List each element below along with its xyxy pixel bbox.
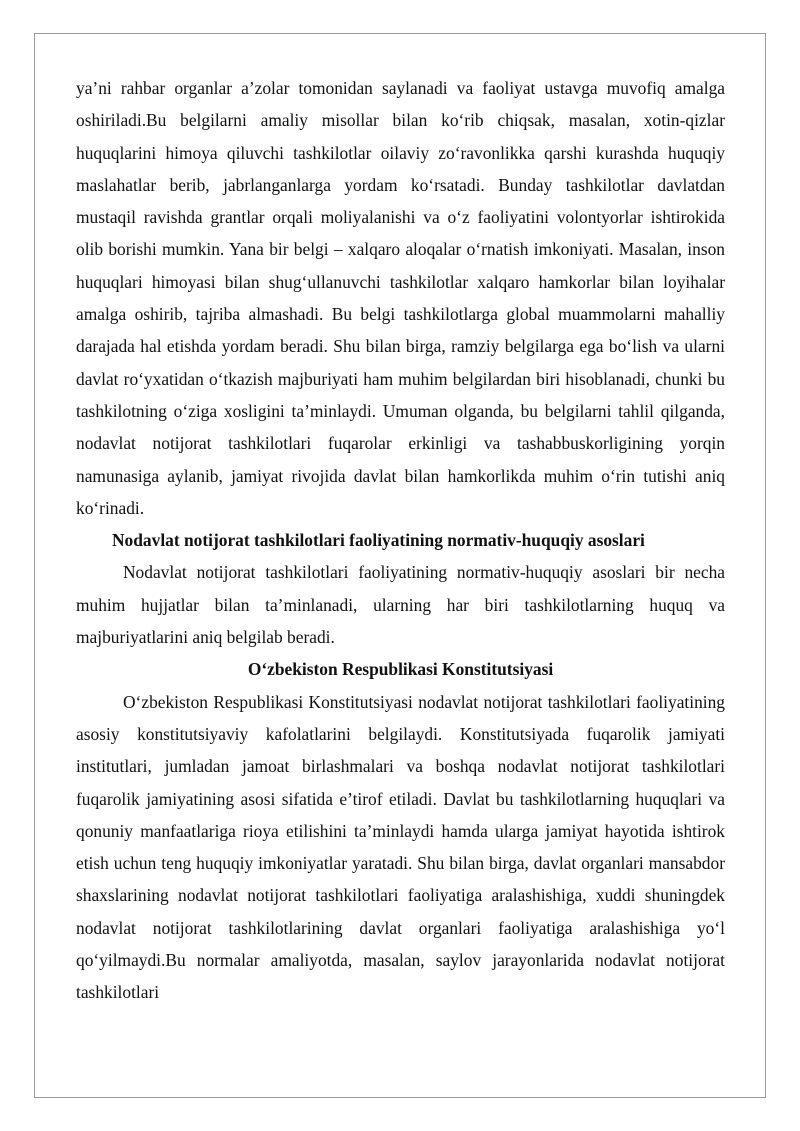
subsection-heading: O‘zbekiston Respublikasi Konstitutsiyasi <box>247 659 554 680</box>
document-body <box>76 72 725 1009</box>
body-paragraph: Nodavlat notijorat tashkilotlari faoliyatining normativ-huquqiy asoslari bir necha muhim hujjatlar bilan ta’minlanadi, ularning har biri tashkilotlarning huquq va majburiyatlarini aniq belgilab beradi. <box>76 562 725 648</box>
body-paragraph: ya’ni rahbar organlar a’zolar tomonidan saylanadi va faoliyat ustavga muvofiq amalga oshiriladi.Bu belgilarni amaliy misollar bilan ko‘rib chiqsak, masalan, xotin-qizlar huquqlarini himoya qiluvchi tashkilotlar oilaviy zo‘ravonlikka qarshi kurashda huquqiy maslahatlar berib, jabrlanganlarga yordam ko‘rsatadi. Bunday tashkilotlar davlatdan mustaqil ravishda grantlar orqali moliyalanishi va o‘z faoliyatini volontyorlar ishtirokida olib borishi mumkin. Yana bir belgi – xalqaro aloqalar o‘rnatish imkoniyati. Masalan, inson huquqlari himoyasi bilan shug‘ullanuvchi tashkilotlar xalqaro hamkorlar bilan loyihalar amalga oshirib, tajriba almashadi. Bu belgi tashkilotlarga global muammolarni mahalliy darajada hal etishda yordam beradi. Shu bilan birga, ramziy belgilarga ega bo‘lish va ularni davlat ro‘yxatidan o‘tkazish majburiyati ham muhim belgilardan biri hisoblanadi, chunki bu tashkilotning o‘ziga xosligini ta’minlaydi. Umuman olganda, bu belgilarni tahlil qilganda, nodavlat notijorat tashkilotlari fuqarolar erkinligi va tashabbuskorligining yorqin namunasiga aylanib, jamiyat rivojida davlat bilan hamkorlikda muhim o‘rin tutishi aniq ko‘rinadi. <box>76 78 725 518</box>
body-paragraph: O‘zbekiston Respublikasi Konstitutsiyasi nodavlat notijorat tashkilotlari faoliyatining asosiy konstitutsiyaviy kafolatlarini belgilaydi. Konstitutsiyada fuqarolik jamiyati institutlari, jumladan jamoat birlashmalari va boshqa nodavlat notijorat tashkilotlari fuqarolik jamiyatining asosi sifatida e’tirof etiladi. Davlat bu tashkilotlarning huquqlari va qonuniy manfaatlariga rioya etilishini ta’minlaydi hamda ularga jamiyat hayotida ishtirok etish uchun teng huquqiy imkoniyatlar yaratadi. Shu bilan birga, davlat organlari mansabdor shaxslarining nodavlat notijorat tashkilotlari faoliyatiga aralashishiga, xuddi shuningdek nodavlat notijorat tashkilotlarining davlat organlari faoliyatiga aralashishiga yo‘l qo‘yilmaydi.Bu normalar amaliyotda, masalan, saylov jarayonlarida nodavlat notijorat tashkilotlari <box>76 691 725 1003</box>
section-heading: Nodavlat notijorat tashkilotlari faoliyatining normativ-huquqiy asoslari <box>112 530 645 551</box>
